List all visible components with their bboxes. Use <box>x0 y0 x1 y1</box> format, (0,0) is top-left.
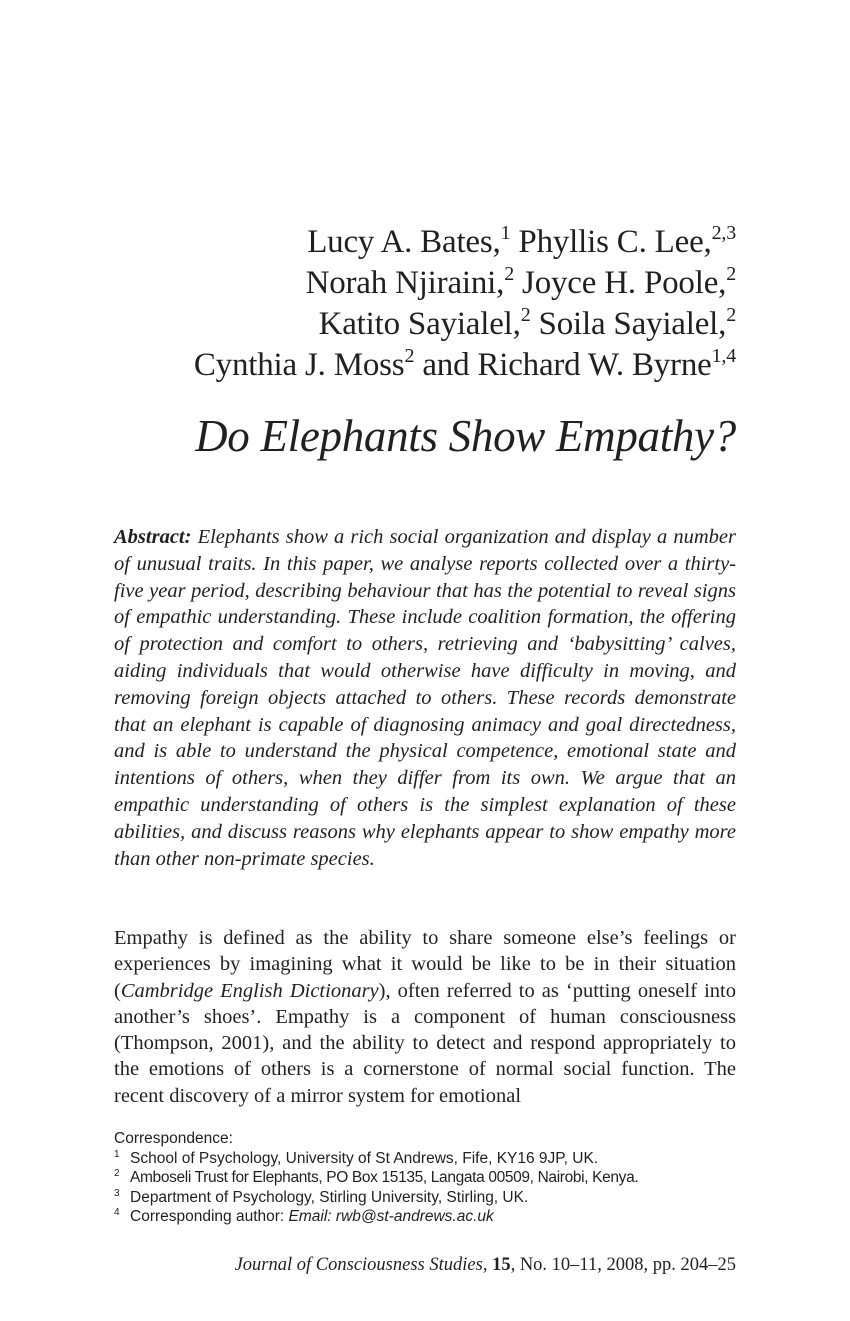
footnote-text: Amboseli Trust for Elephants, PO Box 15135, Langata 00509, Nairobi, Kenya. <box>130 1169 639 1187</box>
author-name: Lucy A. Bates, <box>307 224 501 260</box>
body-paragraph <box>114 925 736 1109</box>
affiliation-marker: 2 <box>726 304 736 326</box>
body-text-part: ), often referred to as ‘putting oneself into another’s shoes’. Empathy is a component of human consciousness (Thompson, 2001), and the ability to detect and respond appropriately to the emotions of others is a cornerstone of normal social function. The recent discovery of a mirror system for emotional <box>114 979 736 1107</box>
journal-name: Journal of Consciousness Studies <box>234 1255 483 1275</box>
footnote-text: School of Psychology, University of St Andrews, Fife, KY16 9JP, UK. <box>130 1149 599 1167</box>
author-list <box>76 222 736 386</box>
email-link[interactable]: Email: rwb@st-andrews.ac.uk <box>288 1208 494 1226</box>
footnote: 3 Department of Psychology, Stirling University, Stirling, UK. <box>114 1187 529 1206</box>
author-name: and Richard W. Byrne <box>414 347 712 383</box>
affiliation-marker: 2 <box>726 263 736 285</box>
abstract <box>114 524 736 872</box>
citation-details: , No. 10–11, 2008, pp. 204–25 <box>510 1255 736 1275</box>
author-name: Norah Njiraini, <box>305 265 505 301</box>
body-text-part: Empathy is defined as the ability to share someone else’s feelings or experiences by imagining what it would be like to be in their situation ( <box>114 927 736 1002</box>
author-name: Soila Sayialel, <box>530 306 727 342</box>
footnote-text: Corresponding author: <box>130 1208 289 1226</box>
journal-volume: 15 <box>492 1255 511 1275</box>
paper-title: Do Elephants Show Empathy? <box>195 411 736 461</box>
dictionary-citation: Cambridge English Dictionary <box>120 979 379 1002</box>
author-line <box>76 263 736 304</box>
footnote-heading: Correspondence: <box>114 1130 233 1147</box>
journal-citation <box>235 1253 736 1277</box>
author-name: Phyllis C. Lee, <box>510 224 712 260</box>
affiliation-marker: 1,4 <box>711 345 736 367</box>
affiliation-marker: 2,3 <box>711 222 736 244</box>
abstract-label: Abstract: <box>114 526 192 548</box>
affiliation-marker: 2 <box>520 304 531 326</box>
author-line <box>76 345 736 386</box>
author-line <box>76 304 736 345</box>
footnote-text: Department of Psychology, Stirling University, Stirling, UK. <box>130 1188 529 1206</box>
footnote: 1 School of Psychology, University of St Andrews, Fife, KY16 9JP, UK. <box>114 1148 599 1167</box>
footnotes <box>114 1129 754 1227</box>
affiliation-marker: 1 <box>500 222 511 244</box>
author-line <box>76 222 736 263</box>
citation-separator: , <box>482 1255 493 1275</box>
author-name: Joyce H. Poole, <box>514 265 727 301</box>
affiliation-marker: 2 <box>404 345 415 367</box>
affiliation-marker: 2 <box>504 263 514 285</box>
abstract-text: Elephants show a rich social organization and display a number of unusual traits. In this paper, we analyse reports collected over a thirty-five year period, describing behaviour that has the potential to reveal signs of empathic understanding. These include coalition formation, the offering of protection and comfort to others, retrieving and ‘babysitting’ calves, aiding individuals that would otherwise have difficulty in moving, and removing foreign objects attached to others. These records demonstrate that an elephant is capable of diagnosing animacy and goal directedness, and is able to understand the physical competence, emotional state and intentions of others, when they differ from its own. We argue that an empathic understanding of others is the simplest explanation of these abilities, and discuss reasons why elephants appear to show empathy more than other non-primate species. <box>114 526 737 870</box>
author-name: Katito Sayialel, <box>318 306 521 342</box>
footnote: 4 Corresponding author: Email: rwb@st-andrews.ac.uk <box>114 1207 494 1226</box>
author-name: Cynthia J. Moss <box>193 347 405 383</box>
footnote: 2 Amboseli Trust for Elephants, PO Box 15135, Langata 00509, Nairobi, Kenya. <box>114 1168 639 1187</box>
